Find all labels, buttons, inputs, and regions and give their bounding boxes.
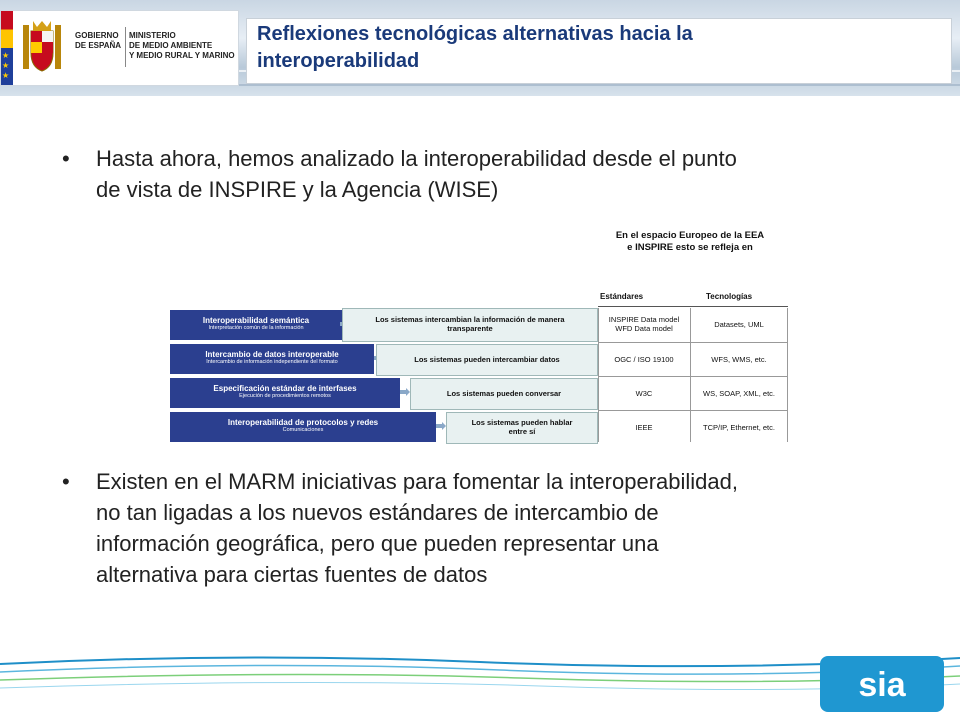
bullet-text-1: [96, 143, 737, 205]
category-subtitle: Intercambio de información independiente del formato: [206, 359, 338, 365]
category-title: Interoperabilidad de protocolos y redes: [227, 418, 379, 427]
sia-logo-text: sia: [858, 666, 906, 704]
standard-cell: OGC / ISO 19100: [614, 354, 674, 364]
bullet-line: de vista de INSPIRE y la Agencia (WISE): [96, 177, 499, 202]
title-line: interoperabilidad: [257, 50, 420, 72]
result-line: transparente: [447, 324, 493, 333]
bullet-line: no tan ligadas a los nuevos estándares de intercambio de: [96, 500, 659, 525]
standard-line: WFD Data model: [615, 324, 673, 333]
result-box: Los sistemas pueden conversar: [410, 378, 598, 410]
category-box: [170, 378, 400, 408]
bullet-line: información geográfica, pero que pueden representar una: [96, 531, 659, 556]
table-line: [598, 342, 788, 343]
diagram-heading-line: En el espacio Europeo de la EEA: [615, 230, 765, 241]
category-box: [170, 344, 374, 374]
diagram-heading-line: e INSPIRE esto se refleja en: [627, 242, 753, 253]
result-box: [342, 308, 598, 342]
ministry-label-line: Y MEDIO RURAL Y MARINO: [129, 51, 235, 60]
column-header-standards: Estándares: [600, 292, 644, 301]
category-box: [170, 412, 436, 442]
result-line: Los sistemas pueden hablar: [471, 418, 573, 427]
standard-cell: IEEE: [635, 422, 653, 432]
sia-logo: [820, 656, 944, 712]
category-title: Intercambio de datos interoperable: [205, 350, 339, 359]
bullet-line: alternativa para ciertas fuentes de datos: [96, 562, 488, 587]
table-line: [787, 308, 788, 442]
logo-divider: [125, 27, 126, 67]
table-line: [598, 376, 788, 377]
standard-cell: [600, 310, 688, 338]
ministry-label-line: DE MEDIO AMBIENTE: [129, 41, 213, 50]
bullet-icon: •: [62, 146, 70, 171]
diagram-heading: [570, 230, 810, 254]
title-line: Reflexiones tecnológicas alternativas hacia la: [257, 23, 693, 45]
bullet-icon: •: [62, 469, 70, 494]
category-subtitle: Ejecución de procedimientos remotos: [239, 393, 331, 399]
category-title: Interoperabilidad semántica: [202, 316, 310, 325]
table-line: [598, 308, 599, 442]
standard-cell: W3C: [635, 388, 653, 398]
category-subtitle: Interpretación común de la información: [208, 325, 304, 331]
government-logo: [0, 10, 239, 86]
eu-stars-icon: ★ ★ ★: [2, 51, 10, 80]
result-box: Los sistemas pueden intercambiar datos: [376, 344, 598, 376]
ministry-label-line: MINISTERIO: [129, 31, 176, 40]
result-box: [446, 412, 598, 444]
arrow-icon: [436, 422, 446, 430]
category-subtitle: Comunicaciones: [282, 427, 324, 433]
interoperability-diagram: [170, 226, 790, 444]
arrow-icon: [400, 388, 410, 396]
category-box: [170, 310, 342, 340]
gov-label-line: GOBIERNO: [75, 31, 119, 40]
technology-cell: TCP/IP, Ethernet, etc.: [703, 422, 775, 432]
column-header-technologies: Tecnologías: [706, 292, 753, 301]
page-title: [257, 21, 693, 75]
standard-line: INSPIRE Data model: [608, 315, 680, 324]
gov-label-line: DE ESPAÑA: [75, 41, 122, 50]
category-title: Especificación estándar de interfases: [213, 384, 357, 393]
ministry-label: [129, 31, 235, 61]
government-label: [75, 31, 121, 51]
bullet-line: Hasta ahora, hemos analizado la interoperabilidad desde el punto: [96, 146, 737, 171]
footer-waves: [0, 650, 960, 720]
technology-cell: Datasets, UML: [714, 319, 764, 329]
table-line: [690, 308, 691, 442]
bullet-text-2: [96, 466, 738, 590]
bullet-line: Existen en el MARM iniciativas para fomentar la interoperabilidad,: [96, 469, 738, 494]
technology-cell: WFS, WMS, etc.: [711, 354, 767, 364]
title-box: [246, 18, 952, 84]
coat-of-arms-icon: [19, 17, 65, 77]
result-line: entre sí: [508, 427, 536, 436]
header-rule: [598, 306, 788, 307]
table-line: [598, 410, 788, 411]
sia-logo-mark: [820, 656, 944, 712]
technology-cell: WS, SOAP, XML, etc.: [703, 388, 775, 398]
result-line: Los sistemas intercambian la información de manera: [375, 315, 565, 324]
